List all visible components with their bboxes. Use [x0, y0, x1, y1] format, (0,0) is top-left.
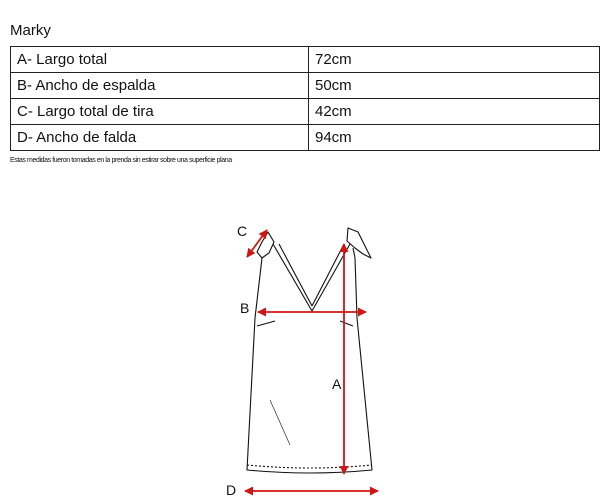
fold-line	[270, 400, 290, 445]
measurement-note: Estas medidas fueron tomadas en la prenda sin estirar sobre una superficie plana	[10, 157, 232, 164]
label-b: B	[240, 300, 250, 316]
right-bow	[347, 228, 371, 258]
dress-body	[247, 318, 372, 473]
measurement-label: A- Largo total	[11, 47, 309, 73]
label-d: D	[226, 482, 237, 498]
dress-outline	[247, 228, 372, 473]
left-bow	[257, 232, 274, 258]
measurement-value: 50cm	[309, 73, 600, 99]
label-c: C	[237, 223, 248, 239]
right-dart	[340, 321, 353, 326]
strap-length-arrow	[247, 230, 267, 257]
measurement-value: 72cm	[309, 47, 600, 73]
measurement-arrows	[245, 230, 378, 491]
label-a: A	[332, 376, 342, 392]
measurement-value: 42cm	[309, 99, 600, 125]
measurement-label: D- Ancho de falda	[11, 125, 309, 151]
left-armhole	[255, 258, 262, 318]
measurement-label: C- Largo total de tira	[11, 99, 309, 125]
right-armhole	[353, 248, 357, 318]
right-strap-inner	[312, 244, 344, 306]
left-dart	[257, 321, 275, 326]
measurement-value: 94cm	[309, 125, 600, 151]
garment-title: Marky	[10, 22, 51, 39]
measurement-label: B- Ancho de espalda	[11, 73, 309, 99]
left-neckline	[273, 244, 312, 311]
left-strap-inner	[279, 244, 312, 306]
hem-stitch	[247, 465, 372, 468]
